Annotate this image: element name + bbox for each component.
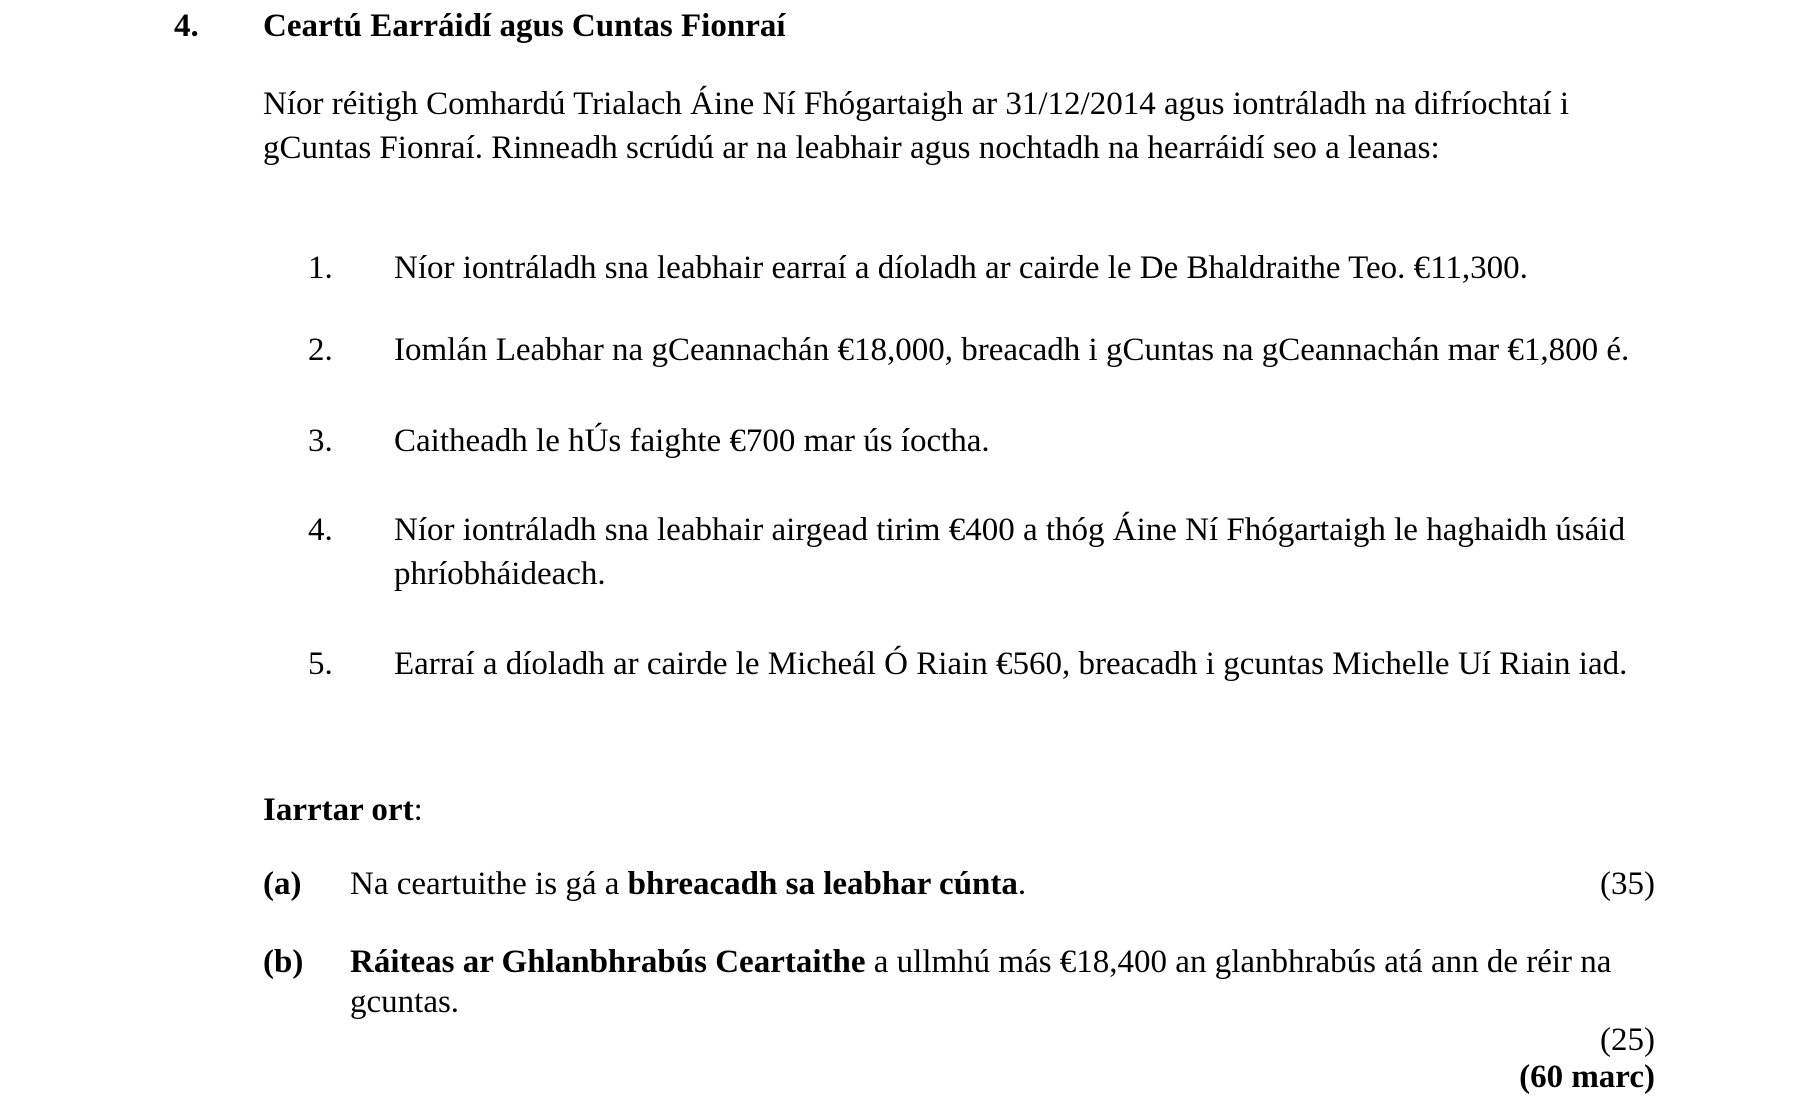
instruction-colon: :	[413, 792, 423, 828]
error-2-text: Iomlán Leabhar na gCeannachán €18,000, breacadh i gCuntas na gCeannachán mar €1,800 é.	[394, 332, 1630, 368]
question-title: Ceartú Earráidí agus Cuntas Fionraí	[263, 8, 786, 44]
part-a-text-pre: Na ceartuithe is gá a	[350, 866, 628, 902]
error-5-number: 5.	[308, 646, 333, 682]
part-b-marks: (25)	[1600, 1022, 1655, 1058]
error-4-number: 4.	[308, 512, 333, 548]
part-b-text-bold: Ráiteas ar Ghlanbhrabús Ceartaithe	[350, 944, 866, 980]
error-4-text-line-1: Níor iontráladh sna leabhair airgead tirim €400 a thóg Áine Ní Fhógartaigh le haghaidh úsáid	[394, 512, 1626, 548]
part-a-text-post: .	[1017, 866, 1027, 902]
intro-line-2: gCuntas Fionraí. Rinneadh scrúdú ar na leabhair agus nochtadh na hearráidí seo a leanas:	[263, 130, 1440, 166]
part-a-label: (a)	[263, 866, 302, 902]
error-5-text: Earraí a díoladh ar cairde le Micheál Ó Riain €560, breacadh i gcuntas Michelle Uí Riain iad.	[394, 646, 1628, 682]
error-4-text-line-2: phríobháideach.	[394, 556, 606, 592]
error-3-number: 3.	[308, 423, 333, 459]
part-a-marks: (35)	[1600, 866, 1655, 902]
part-b-text-post: a ullmhú más €18,400 an glanbhrabús atá ann de réir na	[865, 944, 1612, 980]
intro-line-1: Níor réitigh Comhardú Trialach Áine Ní Fhógartaigh ar 31/12/2014 agus iontráladh na difríochtaí i	[263, 86, 1569, 122]
part-a-text-bold: bhreacadh sa leabhar cúnta	[627, 866, 1018, 902]
error-1-text: Níor iontráladh sna leabhair earraí a díoladh ar cairde le De Bhaldraithe Teo. €11,300.	[394, 250, 1528, 286]
part-b-label: (b)	[263, 944, 304, 980]
instruction-heading	[263, 788, 423, 833]
question-number: 4.	[174, 8, 199, 44]
part-b-text-line-1	[350, 940, 1611, 985]
error-2-number: 2.	[308, 332, 333, 368]
instruction-bold: Iarrtar ort	[263, 792, 414, 828]
error-1-number: 1.	[308, 250, 333, 286]
error-3-text: Caitheadh le hÚs faighte €700 mar ús íoctha.	[394, 423, 990, 459]
part-b-text-line-2: gcuntas.	[350, 984, 460, 1020]
total-marks: (60 marc)	[1519, 1059, 1655, 1095]
part-a-text	[350, 862, 1026, 907]
